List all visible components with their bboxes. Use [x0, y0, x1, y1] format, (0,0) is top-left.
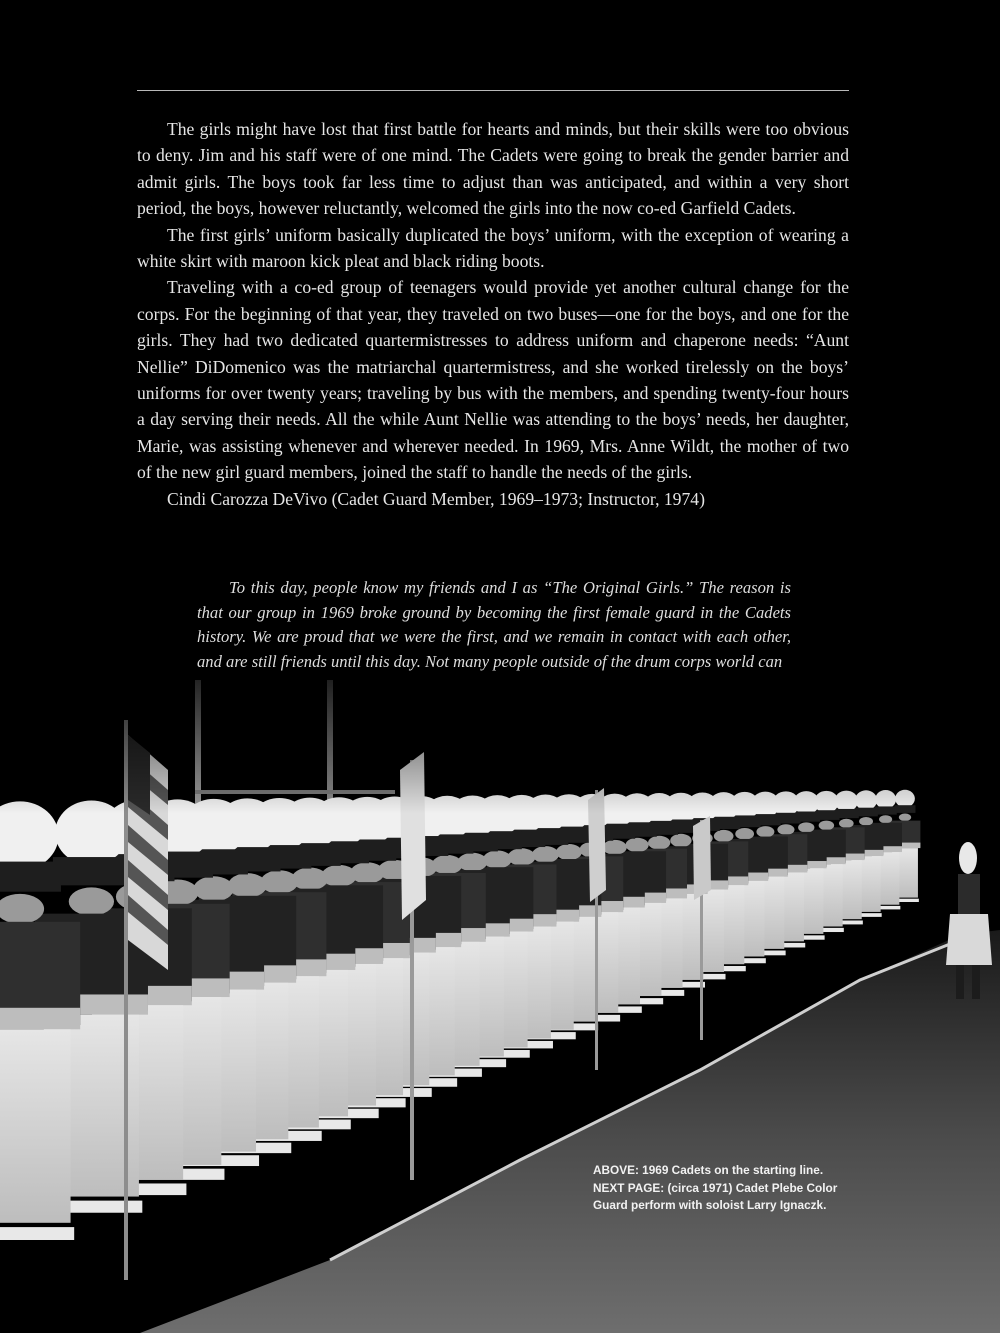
- photo-caption: [593, 1162, 883, 1215]
- paragraph: The first girls’ uniform basically duplicated the boys’ uniform, with the exception of wearing a white skirt with maroon kick pleat and black riding boots.: [137, 224, 849, 272]
- quote-attribution: Cindi Carozza DeVivo (Cadet Guard Member, 1969–1973; Instructor, 1974): [167, 488, 705, 509]
- caption-line: NEXT PAGE: (circa 1971) Cadet Plebe Color: [593, 1180, 838, 1195]
- caption-line: ABOVE: 1969 Cadets on the starting line.: [593, 1163, 824, 1177]
- top-rule: [137, 90, 849, 91]
- pull-quote: To this day, people know my friends and I as “The Original Girls.” The reason is that our group in 1969 broke ground by becoming the first female guard in the Cadets history. We are proud that we were the first, and we remain in contact with each other, and are still friends until this day. Not many people outside of the drum corps world can: [197, 578, 791, 671]
- caption-line: Guard perform with soloist Larry Ignaczk.: [593, 1198, 827, 1213]
- cadets-photo: [0, 640, 1000, 1333]
- article-body: [137, 116, 849, 512]
- paragraph: Traveling with a co-ed group of teenagers would provide yet another cultural change for the corps. For the beginning of that year, they traveled on two buses—one for the boys, and one for the girls. They had two dedicated quartermistresses to address uniform and chaperone needs: “Aunt Nellie” DiDomenico was the matriarchal quartermistress, and she worked tirelessly on the boys’ uniforms for over twenty years; traveling by bus with the members, and spending twenty-four hours a day serving their needs. All the while Aunt Nellie was attending to the boys’ needs, her daughter, Marie, was assisting whenever and wherever needed. In 1969, Mrs. Anne Wildt, the mother of two of the new girl guard members, joined the staff to handle the needs of the girls.: [137, 277, 849, 483]
- cadets-photo-drawing: [0, 640, 1000, 1333]
- paragraph: The girls might have lost that first battle for hearts and minds, but their skills were too obvious to deny. Jim and his staff were of one mind. The Cadets were going to break the gender barrier and admit girls. The boys took far less time to adjust than was anticipated, and within a very short period, the boys, however reluctantly, welcomed the girls into the now co-ed Garfield Cadets.: [137, 119, 849, 219]
